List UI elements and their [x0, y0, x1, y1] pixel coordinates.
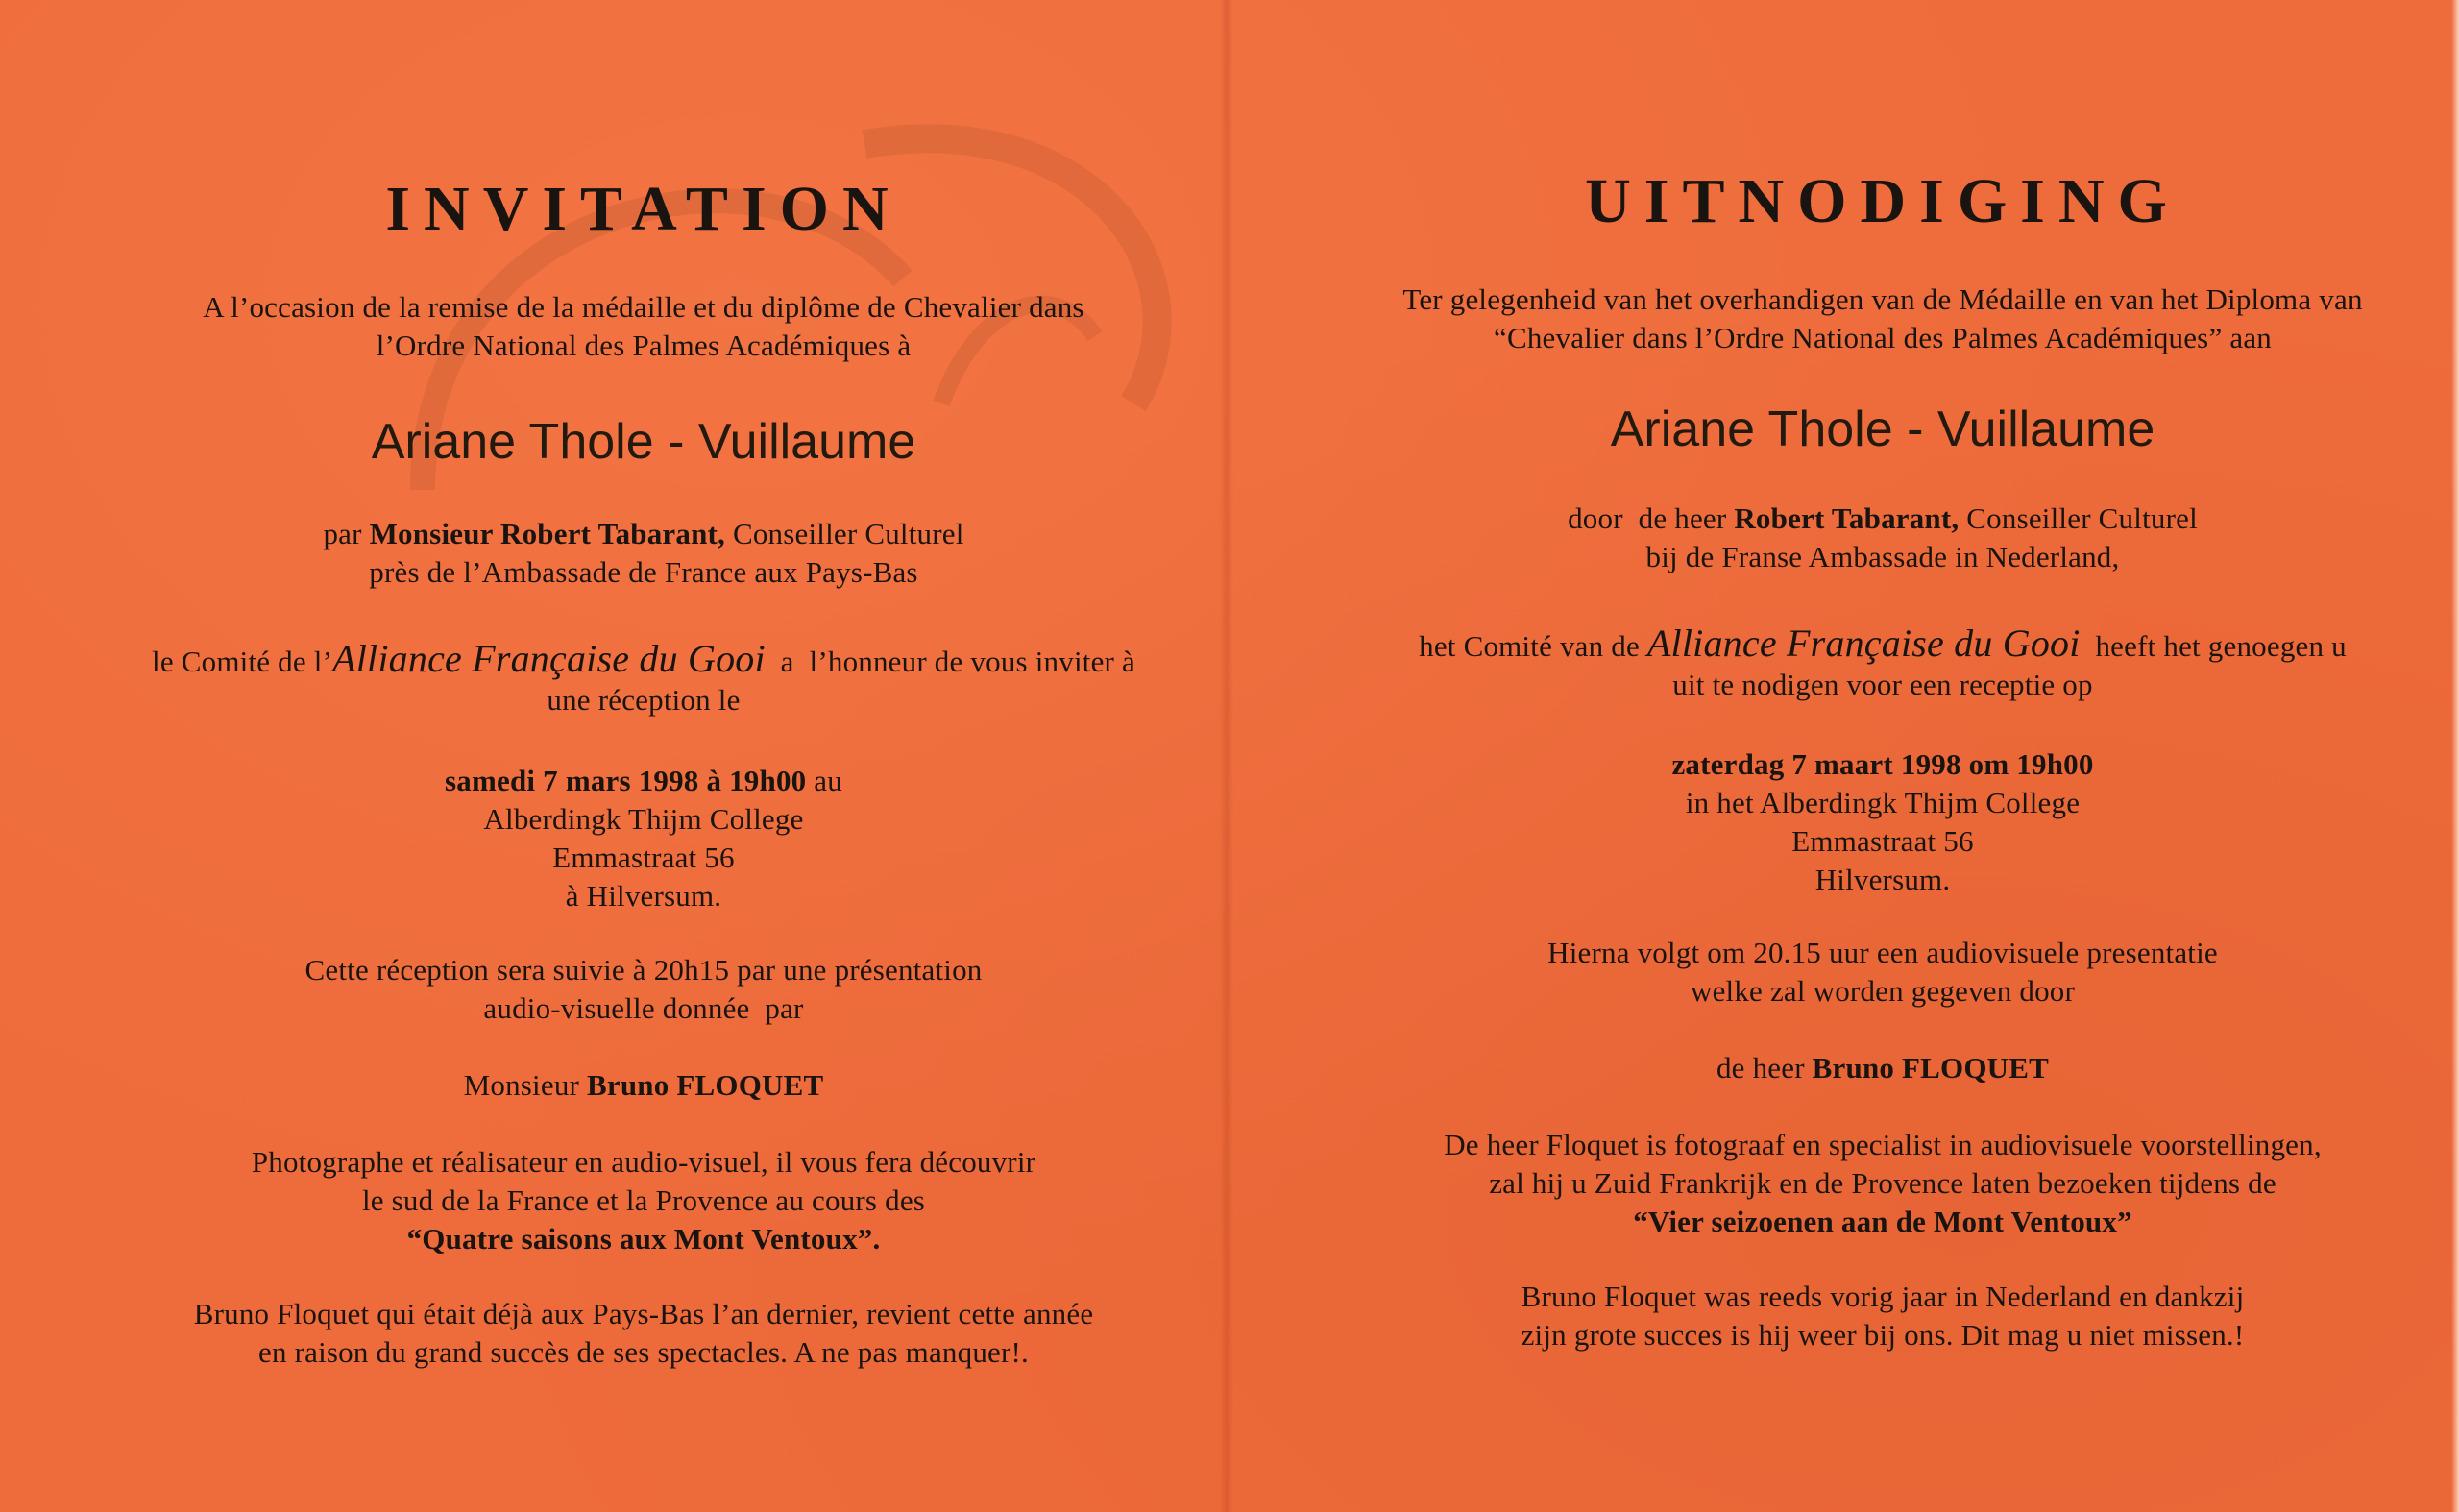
dutch-closing-line-2: zijn grote succes is hij weer bij ons. Dit mag u niet missen.!	[1521, 1318, 2245, 1352]
french-presenter	[96, 1066, 1191, 1105]
dutch-followup-line-2: welke zal worden gegeven door	[1690, 974, 2076, 1008]
french-committee-prefix: le Comité de l’	[152, 645, 333, 678]
french-intro-line-2: l’Ordre National des Palmes Académiques à	[376, 329, 912, 362]
dutch-date-venue	[1340, 745, 2425, 899]
french-committee-line-2: une réception le	[547, 683, 741, 717]
french-by-line-1	[96, 515, 1191, 553]
page-fold	[1220, 0, 1233, 1512]
french-venue-line-3: à Hilversum.	[565, 879, 722, 913]
dutch-by-line-1	[1340, 500, 2425, 538]
dutch-presenter-name: Bruno FLOQUET	[1812, 1051, 2050, 1085]
french-followup	[96, 951, 1191, 1028]
french-date-venue	[96, 762, 1191, 915]
dutch-followup	[1340, 934, 2425, 1011]
french-date-suffix: au	[806, 764, 842, 797]
french-presenter-name: Bruno FLOQUET	[587, 1068, 824, 1102]
french-about-line-2: le sud de la France et la Provence au cours des	[361, 1183, 926, 1217]
dutch-closing-line-1: Bruno Floquet was reeds vorig jaar in Nederland en dankzij	[1521, 1280, 2245, 1313]
dutch-about-line-2: zal hij u Zuid Frankrijk en de Provence laten bezoeken tijdens de	[1489, 1166, 2276, 1200]
dutch-by-name: Robert Tabarant,	[1734, 501, 1960, 535]
dutch-alliance-name: Alliance Française du Gooi	[1646, 622, 2081, 665]
french-about	[96, 1143, 1191, 1258]
dutch-presenter-prefix: de heer	[1716, 1051, 1813, 1085]
dutch-panel	[1340, 0, 2425, 1512]
french-presenter-prefix: Monsieur	[463, 1068, 587, 1102]
dutch-intro-line-1: Ter gelegenheid van het overhandigen van de Médaille en van het Diploma van	[1402, 282, 2363, 316]
dutch-by-prefix: door de heer	[1568, 501, 1735, 535]
dutch-committee	[1340, 624, 2425, 704]
dutch-committee-line-2: uit te nodigen voor een receptie op	[1672, 668, 2093, 701]
french-by-line-2: près de l’Ambassade de France aux Pays-Bas	[369, 555, 918, 589]
french-intro-line-1: A l’occasion de la remise de la médaille et du diplôme de Chevalier dans	[203, 290, 1084, 324]
french-venue-line-2: Emmastraat 56	[552, 841, 735, 874]
french-honoree-name: Ariane Thole - Vuillaume	[371, 414, 916, 470]
french-presented-by	[96, 515, 1191, 592]
dutch-intro-line-2: “Chevalier dans l’Ordre National des Palmes Académiques” aan	[1494, 321, 2272, 354]
french-title: INVITATION	[385, 174, 902, 244]
french-closing	[96, 1295, 1191, 1372]
french-followup-line-2: audio-visuelle donnée par	[483, 991, 804, 1025]
dutch-committee-prefix: het Comité van de	[1419, 629, 1647, 663]
dutch-by-role: Conseiller Culturel	[1959, 501, 2198, 535]
french-date-line	[96, 762, 1191, 800]
french-committee	[96, 637, 1191, 719]
dutch-title: UITNODIGING	[1585, 166, 2180, 236]
dutch-honoree-name: Ariane Thole - Vuillaume	[1610, 402, 2155, 457]
dutch-date: zaterdag 7 maart 1998 om 19h00	[1671, 747, 2094, 781]
dutch-committee-suffix: heeft het genoegen u	[2080, 629, 2347, 663]
french-venue-line-1: Alberdingk Thijm College	[483, 802, 804, 836]
french-panel	[96, 0, 1191, 1512]
dutch-about	[1340, 1126, 2425, 1241]
dutch-presented-by	[1340, 500, 2425, 576]
french-about-line-1: Photographe et réalisateur en audio-visuel, il vous fera découvrir	[251, 1145, 1036, 1179]
dutch-followup-line-1: Hierna volgt om 20.15 uur een audiovisuele presentatie	[1547, 936, 2218, 969]
french-closing-line-2: en raison du grand succès de ses spectacles. A ne pas manquer!.	[258, 1335, 1029, 1369]
french-presenter-line	[96, 1066, 1191, 1105]
dutch-show-title: “Vier seizoenen aan de Mont Ventoux”	[1633, 1205, 2132, 1238]
dutch-committee-line-1	[1340, 624, 2425, 666]
dutch-venue-line-3: Hilversum.	[1814, 863, 1951, 896]
dutch-venue-line-2: Emmastraat 56	[1791, 824, 1974, 858]
dutch-venue-line-1: in het Alberdingk Thijm College	[1685, 786, 2081, 819]
dutch-by-line-2: bij de Franse Ambassade in Nederland,	[1645, 540, 2120, 573]
dutch-presenter	[1340, 1049, 2425, 1087]
french-followup-line-1: Cette réception sera suivie à 20h15 par une présentation	[304, 953, 983, 987]
french-intro	[96, 288, 1191, 365]
dutch-presenter-line	[1340, 1049, 2425, 1087]
french-by-name: Monsieur Robert Tabarant,	[369, 517, 726, 550]
french-closing-line-1: Bruno Floquet qui était déjà aux Pays-Bas l’an dernier, revient cette année	[193, 1297, 1094, 1330]
dutch-about-line-1: De heer Floquet is fotograaf en specialist in audiovisuele voorstellingen,	[1444, 1128, 2322, 1161]
french-show-title: “Quatre saisons aux Mont Ventoux”.	[406, 1222, 881, 1256]
french-by-prefix: par	[323, 517, 370, 550]
french-date: samedi 7 mars 1998 à 19h00	[445, 764, 807, 797]
paper-edge	[2451, 0, 2459, 1512]
french-alliance-name: Alliance Française du Gooi	[332, 637, 766, 680]
french-committee-suffix: a l’honneur de vous inviter à	[765, 645, 1135, 678]
dutch-intro	[1340, 280, 2425, 357]
french-committee-line-1	[96, 637, 1191, 681]
french-by-role: Conseiller Culturel	[725, 517, 964, 550]
dutch-closing	[1340, 1278, 2425, 1354]
